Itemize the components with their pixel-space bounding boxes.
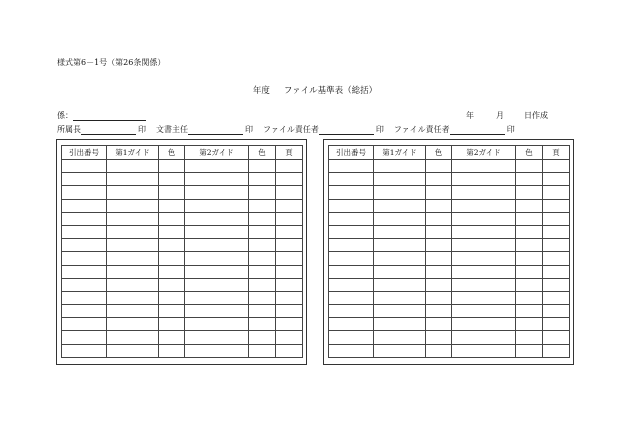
col-header-drawer-no: 引出番号 (329, 146, 374, 160)
title-year-label: 年度 (252, 86, 270, 96)
table-cell[interactable] (276, 331, 303, 344)
table-cell[interactable] (276, 199, 303, 212)
table-cell[interactable] (249, 318, 276, 331)
table-cell[interactable] (543, 199, 570, 212)
table-cell[interactable] (543, 173, 570, 186)
table-cell[interactable] (426, 318, 452, 331)
stamp-label: 所属長 (57, 125, 81, 134)
table-cell[interactable] (516, 160, 543, 173)
table-row (62, 160, 303, 173)
table-cell[interactable] (107, 318, 159, 331)
table-cell[interactable] (249, 291, 276, 304)
table-cell[interactable] (329, 160, 374, 173)
table-cell[interactable] (62, 291, 107, 304)
table-row (62, 265, 303, 278)
stamp-file-manager-2 (394, 124, 515, 135)
table-cell[interactable] (159, 239, 185, 252)
table-row (62, 173, 303, 186)
table-cell[interactable] (185, 186, 249, 199)
kakari-field (57, 110, 146, 121)
col-header-color-2: 色 (249, 146, 276, 160)
table-cell[interactable] (374, 344, 426, 357)
table-cell[interactable] (107, 199, 159, 212)
table-header-row (62, 146, 303, 160)
table-box-right (323, 139, 574, 365)
table-cell[interactable] (249, 186, 276, 199)
table-cell[interactable] (276, 305, 303, 318)
table-row (62, 186, 303, 199)
table-cell[interactable] (452, 252, 516, 265)
table-cell[interactable] (159, 278, 185, 291)
table-row (329, 278, 570, 291)
table-cell[interactable] (185, 344, 249, 357)
table-cell[interactable] (329, 199, 374, 212)
table-cell[interactable] (452, 225, 516, 238)
table-cell[interactable] (62, 225, 107, 238)
table-cell[interactable] (452, 318, 516, 331)
table-cell[interactable] (329, 278, 374, 291)
table-cell[interactable] (516, 239, 543, 252)
table-cell[interactable] (426, 331, 452, 344)
table-cell[interactable] (374, 212, 426, 225)
table-cell[interactable] (249, 225, 276, 238)
table-row (329, 186, 570, 199)
table-cell[interactable] (249, 160, 276, 173)
col-header-guide-1: 第1ガイド (107, 146, 159, 160)
table-cell[interactable] (159, 212, 185, 225)
table-cell[interactable] (185, 265, 249, 278)
table-cell[interactable] (543, 291, 570, 304)
table-row (62, 344, 303, 357)
table-cell[interactable] (426, 344, 452, 357)
table-cell[interactable] (185, 160, 249, 173)
stamp-label: ファイル責任者 (393, 125, 450, 134)
table-body-left (62, 160, 303, 358)
stamp-label: 文書主任 (156, 125, 188, 134)
table-cell[interactable] (426, 239, 452, 252)
table-row (329, 239, 570, 252)
table-cell[interactable] (249, 331, 276, 344)
table-cell[interactable] (543, 239, 570, 252)
stamp-label: ファイル責任者 (263, 125, 319, 134)
table-cell[interactable] (426, 291, 452, 304)
table-cell[interactable] (516, 199, 543, 212)
table-cell[interactable] (185, 318, 249, 331)
table-cell[interactable] (62, 305, 107, 318)
table-cell[interactable] (452, 239, 516, 252)
table-row (329, 199, 570, 212)
table-cell[interactable] (249, 344, 276, 357)
table-cell[interactable] (543, 252, 570, 265)
table-cell[interactable] (329, 173, 374, 186)
table-cell[interactable] (159, 305, 185, 318)
table-cell[interactable] (516, 186, 543, 199)
table-cell[interactable] (329, 344, 374, 357)
table-cell[interactable] (62, 252, 107, 265)
table-cell[interactable] (107, 265, 159, 278)
table-cell[interactable] (516, 331, 543, 344)
table-cell[interactable] (107, 252, 159, 265)
table-cell[interactable] (159, 160, 185, 173)
page-title (0, 84, 630, 96)
table-cell[interactable] (185, 305, 249, 318)
table-cell[interactable] (276, 265, 303, 278)
table-cell[interactable] (516, 265, 543, 278)
table-cell[interactable] (249, 239, 276, 252)
table-cell[interactable] (543, 331, 570, 344)
table-cell[interactable] (452, 199, 516, 212)
table-cell[interactable] (185, 239, 249, 252)
col-header-guide-2: 第2ガイド (185, 146, 249, 160)
table-cell[interactable] (426, 252, 452, 265)
table-cell[interactable] (159, 344, 185, 357)
table-cell[interactable] (276, 186, 303, 199)
col-header-guide-2: 第2ガイド (452, 146, 516, 160)
table-cell[interactable] (374, 291, 426, 304)
seal-mark: 印 (506, 125, 515, 134)
seal-mark: 印 (375, 125, 384, 134)
col-header-guide-1: 第1ガイド (374, 146, 426, 160)
table-cell[interactable] (543, 305, 570, 318)
table-cell[interactable] (426, 305, 452, 318)
table-cell[interactable] (374, 225, 426, 238)
table-cell[interactable] (516, 278, 543, 291)
table-cell[interactable] (107, 305, 159, 318)
table-cell[interactable] (185, 278, 249, 291)
table-cell[interactable] (426, 265, 452, 278)
table-row (329, 344, 570, 357)
table-cell[interactable] (62, 186, 107, 199)
table-cell[interactable] (249, 199, 276, 212)
table-cell[interactable] (374, 173, 426, 186)
table-cell[interactable] (543, 344, 570, 357)
table-cell[interactable] (543, 160, 570, 173)
kakari-label: 係： (57, 111, 73, 120)
table-cell[interactable] (159, 265, 185, 278)
table-cell[interactable] (276, 278, 303, 291)
table-cell[interactable] (516, 173, 543, 186)
table-cell[interactable] (329, 239, 374, 252)
stamp-underline[interactable] (188, 125, 243, 135)
table-cell[interactable] (516, 344, 543, 357)
table-row (62, 252, 303, 265)
table-row (62, 225, 303, 238)
table-cell[interactable] (543, 318, 570, 331)
table-row (329, 225, 570, 238)
stamp-underline[interactable] (81, 125, 136, 135)
file-standard-table-right (328, 145, 570, 358)
table-cell[interactable] (276, 173, 303, 186)
table-cell[interactable] (276, 212, 303, 225)
table-cell[interactable] (159, 186, 185, 199)
table-cell[interactable] (185, 291, 249, 304)
seal-mark: 印 (245, 125, 253, 134)
col-header-color-2: 色 (516, 146, 543, 160)
table-cell[interactable] (276, 318, 303, 331)
table-cell[interactable] (107, 160, 159, 173)
table-cell[interactable] (543, 225, 570, 238)
table-cell[interactable] (159, 291, 185, 304)
table-row (62, 331, 303, 344)
table-cell[interactable] (62, 331, 107, 344)
col-header-color-1: 色 (426, 146, 452, 160)
table-cell[interactable] (452, 265, 516, 278)
table-cell[interactable] (426, 212, 452, 225)
table-cell[interactable] (516, 291, 543, 304)
table-row (329, 318, 570, 331)
table-cell[interactable] (426, 173, 452, 186)
table-cell[interactable] (185, 199, 249, 212)
form-number: 様式第6－1号（第26条関係） (57, 58, 166, 67)
table-cell[interactable] (276, 252, 303, 265)
table-cell[interactable] (452, 186, 516, 199)
table-cell[interactable] (276, 344, 303, 357)
table-cell[interactable] (249, 252, 276, 265)
col-header-page: 頁 (543, 146, 570, 160)
table-cell[interactable] (543, 278, 570, 291)
table-cell[interactable] (452, 160, 516, 173)
table-cell[interactable] (249, 278, 276, 291)
title-main: ファイル基準表（総括） (283, 86, 378, 96)
table-cell[interactable] (62, 199, 107, 212)
col-header-drawer-no: 引出番号 (62, 146, 107, 160)
table-row (329, 305, 570, 318)
table-cell[interactable] (374, 331, 426, 344)
table-cell[interactable] (516, 212, 543, 225)
table-cell[interactable] (374, 318, 426, 331)
table-cell[interactable] (159, 199, 185, 212)
table-row (62, 199, 303, 212)
table-cell[interactable] (107, 344, 159, 357)
table-cell[interactable] (276, 291, 303, 304)
table-cell[interactable] (62, 212, 107, 225)
table-cell[interactable] (452, 173, 516, 186)
table-cell[interactable] (426, 225, 452, 238)
table-cell[interactable] (185, 331, 249, 344)
table-cell[interactable] (374, 186, 426, 199)
col-header-color-1: 色 (159, 146, 185, 160)
table-cell[interactable] (329, 305, 374, 318)
table-box-left (56, 139, 307, 365)
table-cell[interactable] (62, 173, 107, 186)
table-cell[interactable] (276, 225, 303, 238)
table-cell[interactable] (185, 173, 249, 186)
table-cell[interactable] (107, 173, 159, 186)
table-cell[interactable] (107, 212, 159, 225)
table-cell[interactable] (276, 239, 303, 252)
table-cell[interactable] (516, 252, 543, 265)
table-row (329, 160, 570, 173)
stamp-file-manager-1 (263, 124, 384, 135)
stamp-document-chief (156, 124, 253, 135)
table-row (329, 173, 570, 186)
table-cell[interactable] (516, 225, 543, 238)
table-cell[interactable] (452, 344, 516, 357)
table-cell[interactable] (374, 278, 426, 291)
kakari-underline[interactable] (73, 111, 146, 121)
table-cell[interactable] (329, 212, 374, 225)
table-row (62, 278, 303, 291)
table-cell[interactable] (62, 344, 107, 357)
table-cell[interactable] (249, 212, 276, 225)
table-row (62, 305, 303, 318)
table-cell[interactable] (452, 305, 516, 318)
table-row (62, 239, 303, 252)
table-row (62, 291, 303, 304)
table-cell[interactable] (516, 305, 543, 318)
table-cell[interactable] (374, 252, 426, 265)
file-standard-table-left (61, 145, 303, 358)
table-cell[interactable] (185, 252, 249, 265)
table-cell[interactable] (426, 199, 452, 212)
table-cell[interactable] (374, 239, 426, 252)
table-cell[interactable] (249, 173, 276, 186)
table-cell[interactable] (107, 291, 159, 304)
table-cell[interactable] (329, 225, 374, 238)
table-cell[interactable] (329, 291, 374, 304)
stamp-row (57, 124, 525, 135)
table-cell[interactable] (329, 318, 374, 331)
table-cell[interactable] (374, 265, 426, 278)
table-cell[interactable] (452, 212, 516, 225)
table-cell[interactable] (374, 199, 426, 212)
table-cell[interactable] (452, 278, 516, 291)
table-row (62, 318, 303, 331)
table-cell[interactable] (159, 318, 185, 331)
table-cell[interactable] (452, 291, 516, 304)
table-cell[interactable] (107, 225, 159, 238)
table-cell[interactable] (543, 186, 570, 199)
table-cell[interactable] (159, 173, 185, 186)
table-body-right (329, 160, 570, 358)
table-cell[interactable] (185, 225, 249, 238)
table-cell[interactable] (62, 265, 107, 278)
table-cell[interactable] (107, 331, 159, 344)
table-cell[interactable] (249, 305, 276, 318)
table-cell[interactable] (107, 278, 159, 291)
table-cell[interactable] (107, 239, 159, 252)
table-row (62, 212, 303, 225)
seal-mark: 印 (138, 125, 146, 134)
table-cell[interactable] (62, 278, 107, 291)
table-cell[interactable] (159, 225, 185, 238)
table-cell[interactable] (159, 252, 185, 265)
creation-date (466, 110, 548, 121)
date-month-label: 月 (496, 111, 504, 120)
table-row (329, 212, 570, 225)
table-cell[interactable] (516, 318, 543, 331)
table-cell[interactable] (452, 331, 516, 344)
stamp-underline[interactable] (319, 125, 374, 135)
table-cell[interactable] (329, 252, 374, 265)
table-header-row (329, 146, 570, 160)
table-cell[interactable] (329, 331, 374, 344)
table-cell[interactable] (426, 160, 452, 173)
table-cell[interactable] (543, 265, 570, 278)
table-row (329, 265, 570, 278)
stamp-underline[interactable] (450, 125, 505, 135)
table-cell[interactable] (107, 186, 159, 199)
table-cell[interactable] (159, 331, 185, 344)
table-cell[interactable] (426, 278, 452, 291)
table-row (329, 252, 570, 265)
stamp-manager (57, 124, 146, 135)
table-cell[interactable] (276, 160, 303, 173)
table-cell[interactable] (62, 318, 107, 331)
table-cell[interactable] (374, 305, 426, 318)
table-row (329, 291, 570, 304)
table-cell[interactable] (329, 265, 374, 278)
table-cell[interactable] (374, 160, 426, 173)
table-cell[interactable] (62, 239, 107, 252)
col-header-page: 頁 (276, 146, 303, 160)
date-year-label: 年 (466, 111, 474, 120)
table-cell[interactable] (329, 186, 374, 199)
table-cell[interactable] (62, 160, 107, 173)
table-row (329, 331, 570, 344)
table-cell[interactable] (426, 186, 452, 199)
table-cell[interactable] (185, 212, 249, 225)
date-day-created-label: 日作成 (524, 111, 548, 120)
table-cell[interactable] (543, 212, 570, 225)
table-cell[interactable] (249, 265, 276, 278)
